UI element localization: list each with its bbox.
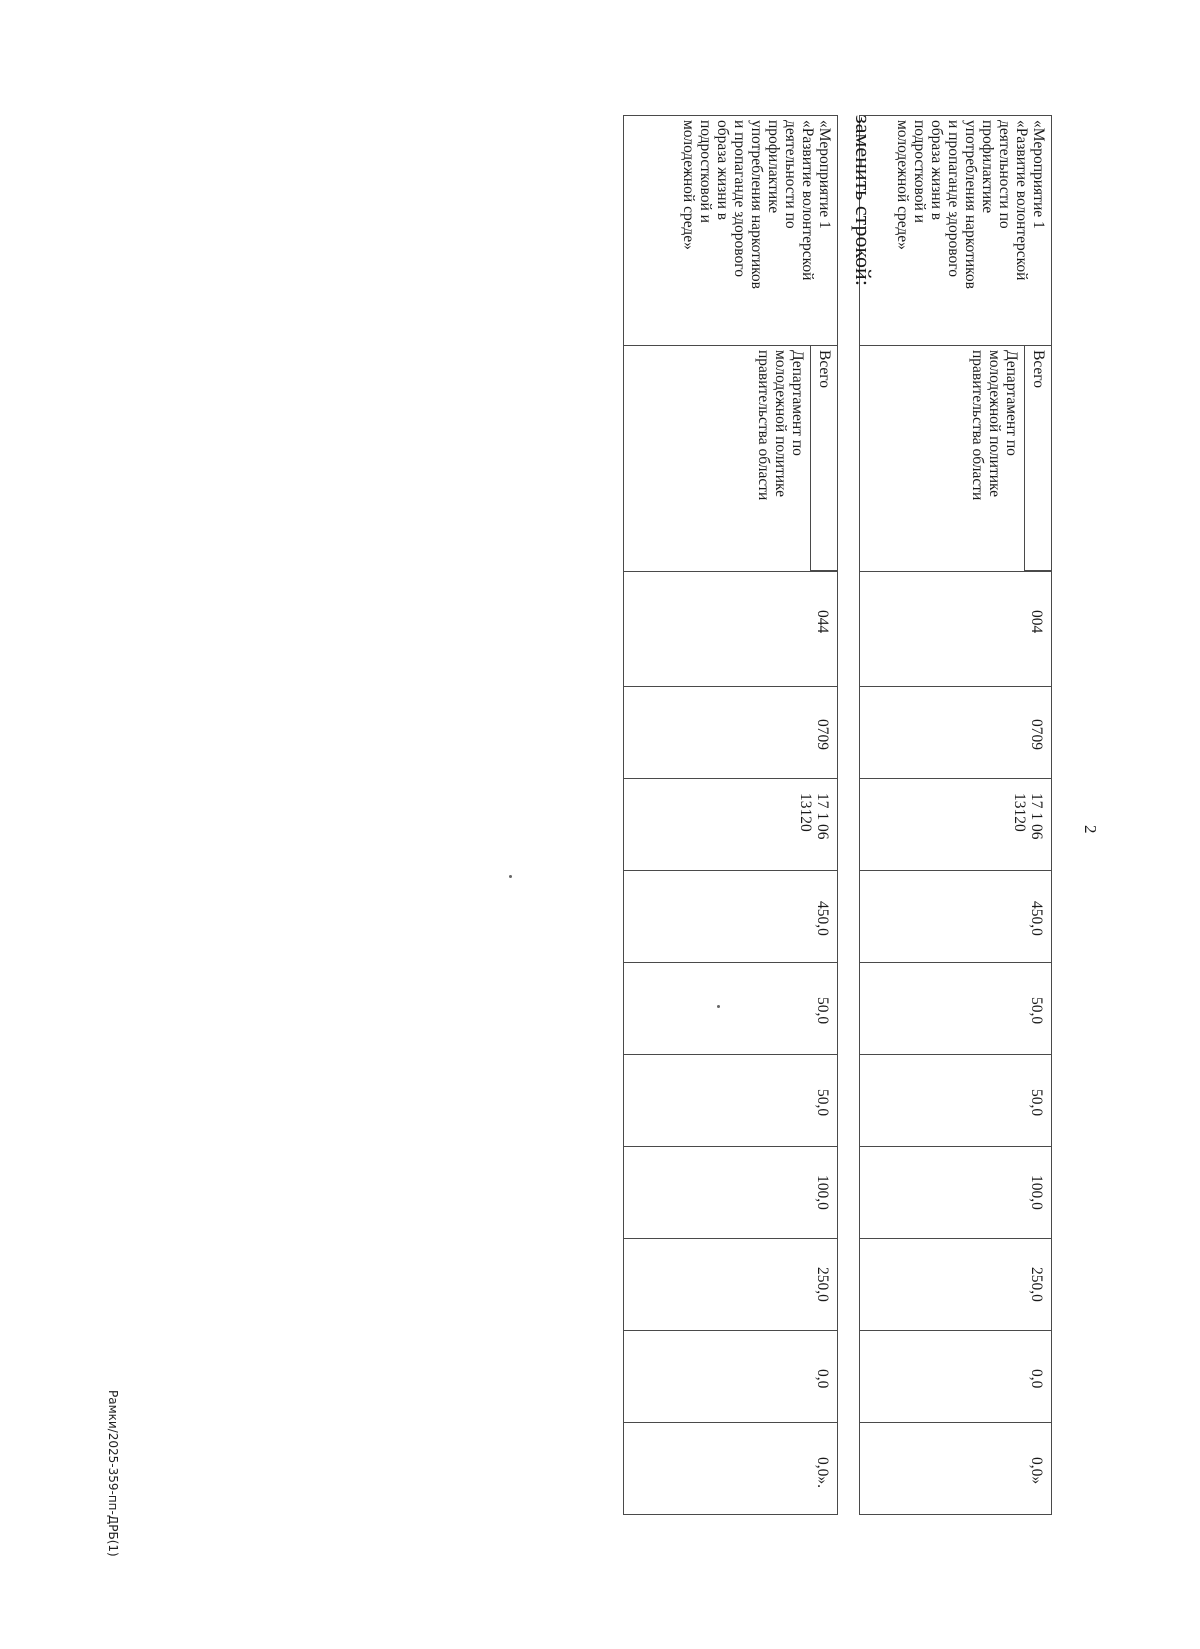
scan-speck	[717, 1005, 720, 1008]
value-cell: 50,0	[860, 1055, 1052, 1147]
grbs-cell: 044	[624, 572, 838, 687]
value-cell: 450,0	[860, 871, 1052, 963]
replace-heading: заменить строкой:	[851, 115, 876, 286]
executor-name: Департамент по молодежной политике правительства области	[755, 350, 806, 501]
value-cell: 100,0	[624, 1147, 838, 1239]
csr-cell: 17 1 06 13120	[624, 779, 838, 871]
new-row-table	[623, 115, 838, 1515]
value-cell: 0,0	[860, 1331, 1052, 1423]
csr-cell: 17 1 06 13120	[860, 779, 1052, 871]
grbs-cell: 004	[860, 572, 1052, 687]
executor-cell	[624, 346, 838, 572]
measure-cell: «Мероприятие 1 «Развитие волонтерской деятельности по профилактике употребления наркотиков и пропаганде здорового образа жизни в подростковой и молодежной среде»	[624, 116, 838, 346]
value-cell: 0,0».	[624, 1423, 838, 1515]
original-row-table	[859, 115, 1052, 1515]
total-label: Всего	[811, 346, 838, 571]
rzpr-cell: 0709	[860, 687, 1052, 779]
executor-name: Департамент по молодежной политике правительства области	[969, 350, 1020, 501]
document-code: Рамки/2025-359-пп-ДРБ(1)	[106, 1390, 120, 1557]
value-cell: 250,0	[624, 1239, 838, 1331]
executor-cell	[860, 346, 1052, 572]
measure-cell: «Мероприятие 1 «Развитие волонтерской деятельности по профилактике употребления наркотиков и пропаганде здорового образа жизни в подростковой и молодежной среде»	[860, 116, 1052, 346]
page-number: 2	[1081, 825, 1100, 834]
value-cell: 50,0	[860, 963, 1052, 1055]
value-cell: 250,0	[860, 1239, 1052, 1331]
total-label: Всего	[1025, 346, 1052, 571]
scan-speck	[509, 875, 512, 878]
value-cell: 50,0	[624, 1055, 838, 1147]
value-cell: 100,0	[860, 1147, 1052, 1239]
value-cell: 0,0	[624, 1331, 838, 1423]
value-cell: 450,0	[624, 871, 838, 963]
rzpr-cell: 0709	[624, 687, 838, 779]
value-cell: 50,0	[624, 963, 838, 1055]
value-cell: 0,0»	[860, 1423, 1052, 1515]
